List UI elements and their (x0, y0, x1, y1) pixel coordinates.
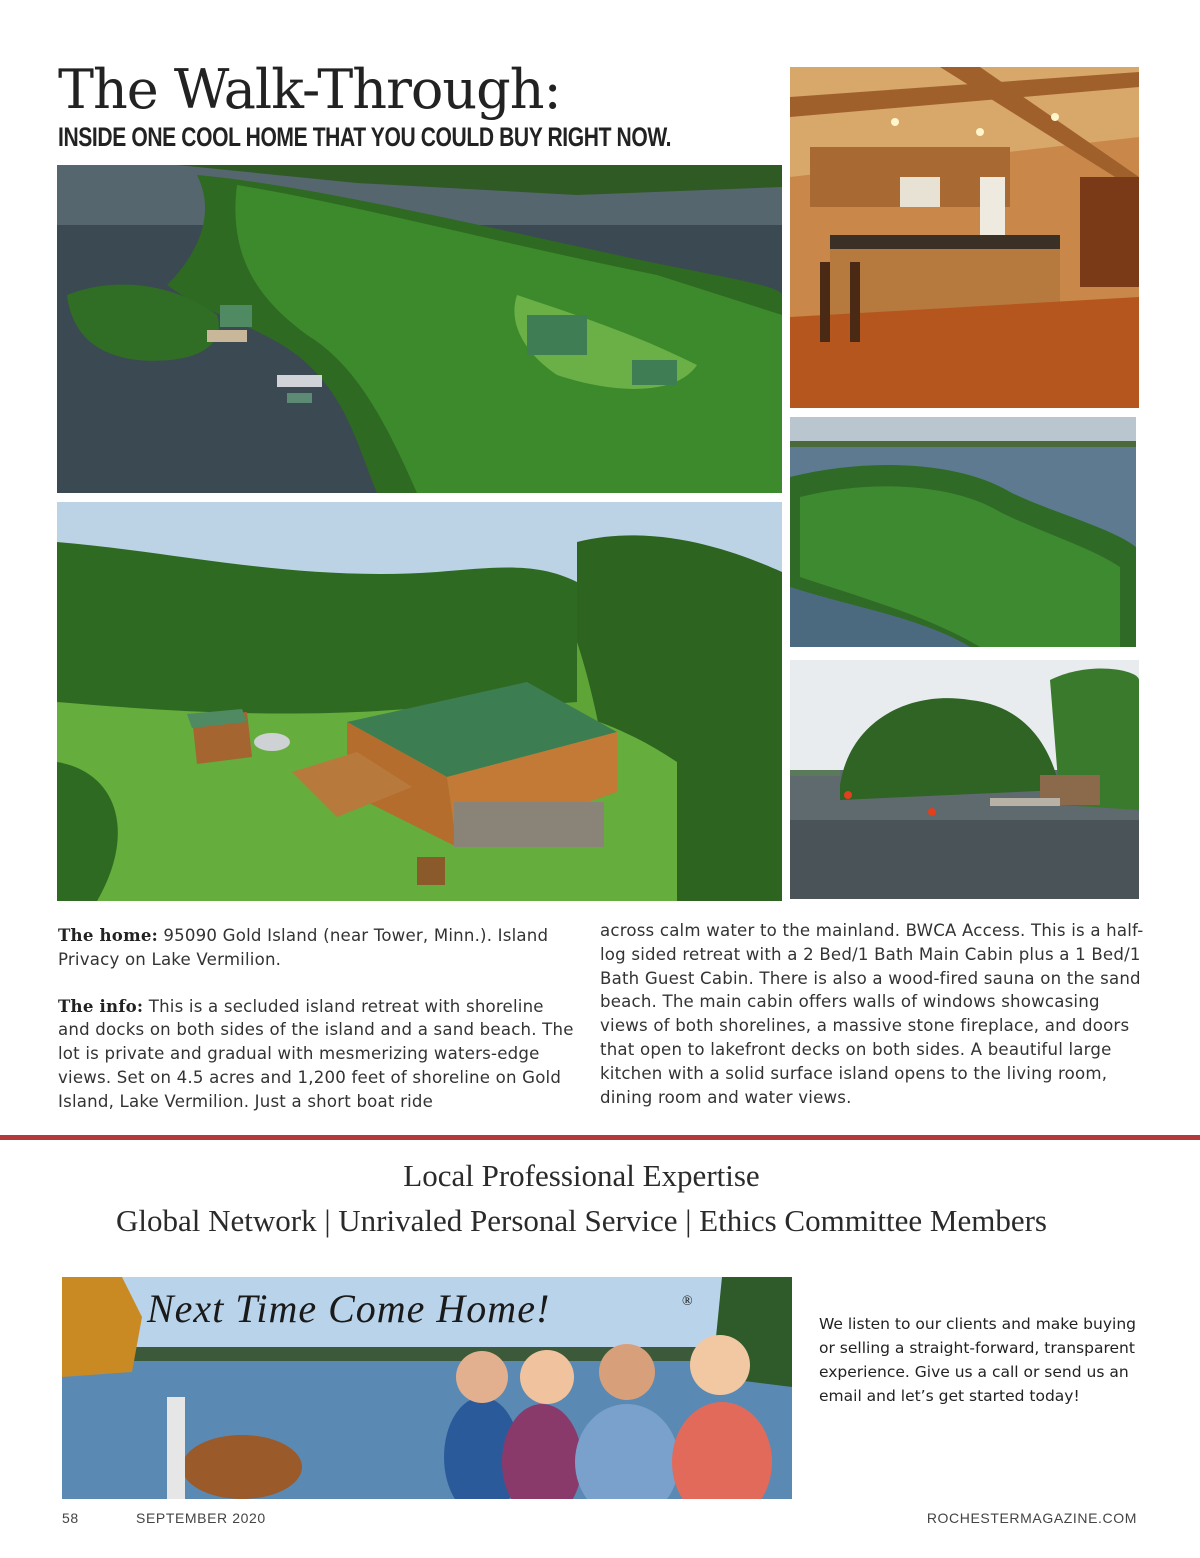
ad-copy-text: We listen to our clients and make buying or selling a straight-forward, transparent experience. Give us a call or send us an email and let’s get started today! (819, 1315, 1136, 1405)
section-divider (0, 1135, 1200, 1140)
issue-date: SEPTEMBER 2020 (136, 1510, 266, 1526)
info-text-part2: across calm water to the mainland. BWCA Access. This is a half-log sided retreat with a 2 Bed/1 Bath Main Cabin plus a 1 Bed/1 Bath Guest Cabin. There is also a wood-fired sauna on the sand beach. The main cabin offers walls of windows showcasing views of both shorelines, a massive stone fireplace, and doors that open to lakefront decks on both sides. A beautiful large kitchen with a solid surface island opens to the living room, dining room and water views. (600, 921, 1144, 1107)
page-title: The Walk-Through: (58, 58, 561, 121)
dock-waterfront-photo (790, 660, 1139, 899)
home-text: 95090 Gold Island (near Tower, Minn.). Island Privacy on Lake Vermilion. (58, 926, 549, 969)
website-link[interactable]: ROCHESTERMAGAZINE.COM (926, 1510, 1137, 1526)
ad-tagline: Global Network | Unrivaled Personal Service | Ethics Committee Members (116, 1203, 1047, 1238)
info-label: The info: (58, 995, 144, 1016)
article-column-1 (58, 924, 578, 1114)
page-number: 58 (62, 1510, 79, 1526)
registered-mark: ® (682, 1294, 693, 1309)
aerial-island-photo (57, 165, 782, 493)
kitchen-photo (790, 67, 1139, 408)
banner-slogan: Next Time Come Home! (147, 1286, 551, 1331)
ad-headline: Local Professional Expertise (403, 1158, 760, 1193)
home-label: The home: (58, 925, 158, 945)
article-column-2 (600, 919, 1145, 1109)
info-text-part1: This is a secluded island retreat with shoreline and docks on both sides of the island and a sand beach. The lot is private and gradual with mesmerizing waters-edge views. Set on 4.5 acres and 1,200 feet of shoreline on Gold Island, Lake Vermilion. Just a short boat ride (58, 996, 574, 1111)
info-paragraph (58, 995, 578, 1114)
cabin-aerial-photo (57, 502, 782, 901)
realtor-team-banner (62, 1277, 792, 1499)
home-paragraph (58, 924, 578, 972)
lake-island-photo (790, 417, 1136, 647)
page-subtitle: INSIDE ONE COOL HOME THAT YOU COULD BUY RIGHT NOW. (58, 122, 672, 152)
